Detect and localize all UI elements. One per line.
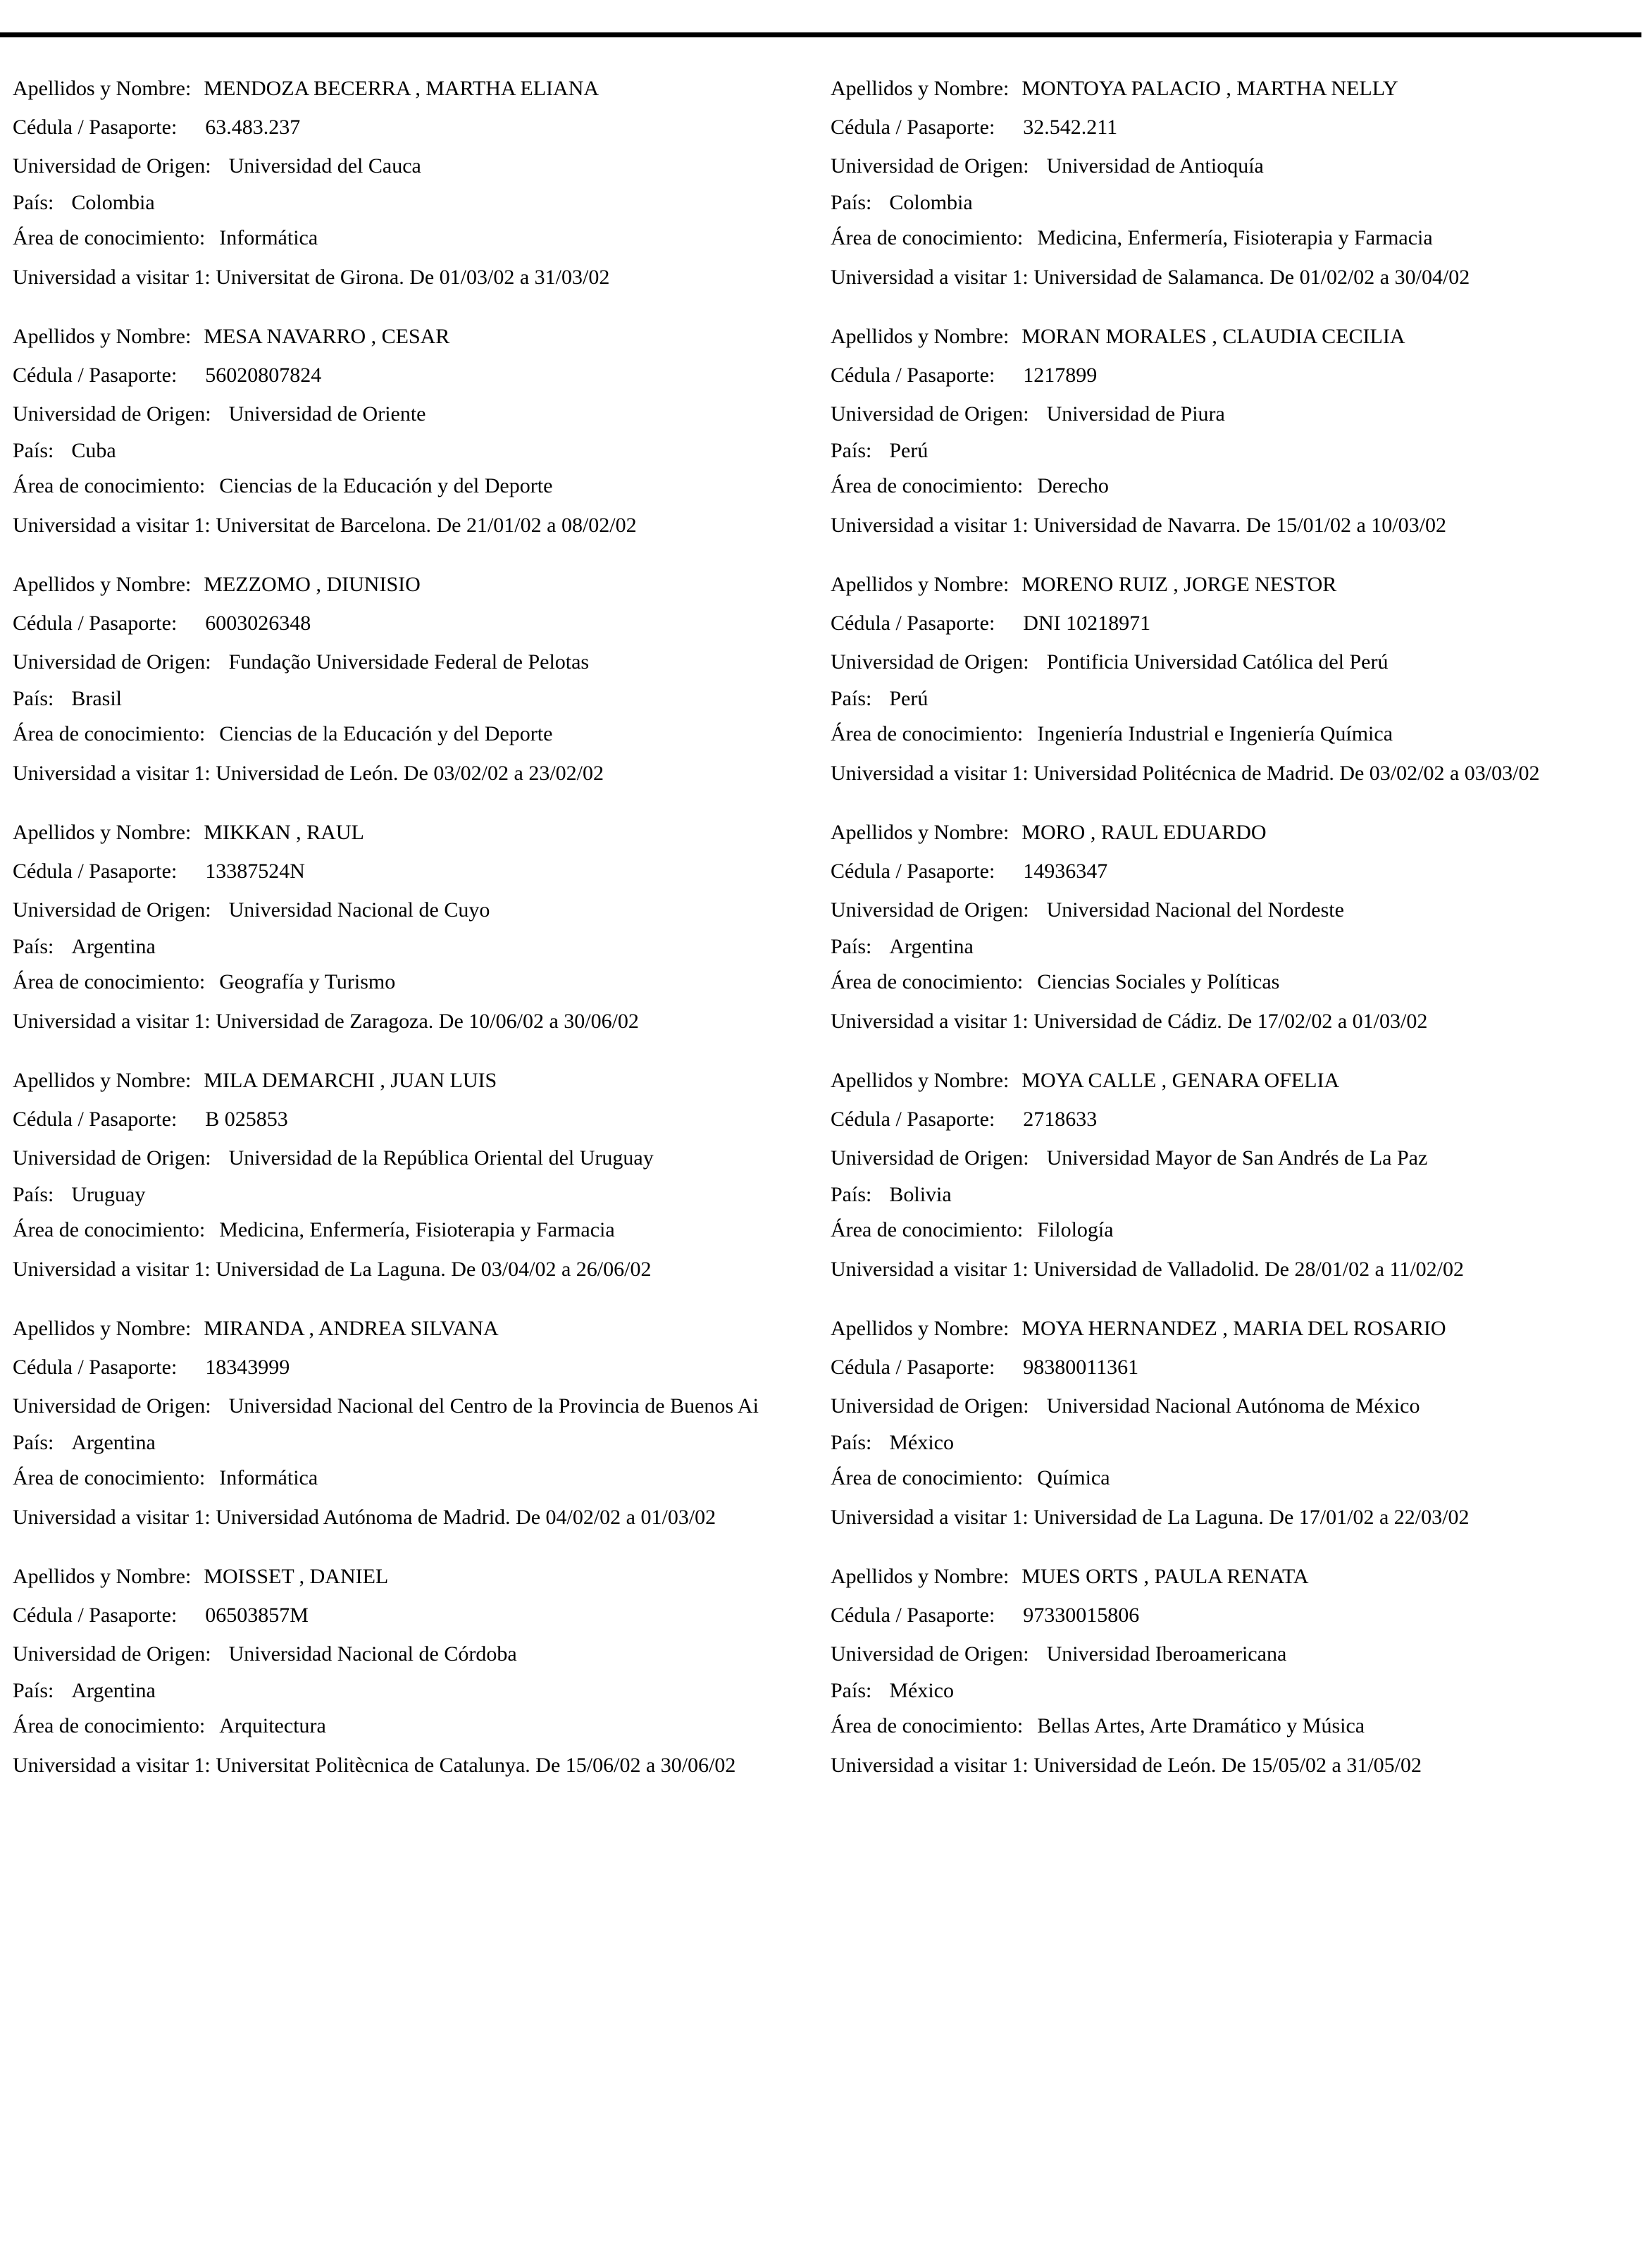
area-value: Ciencias de la Educación y del Deporte (219, 722, 553, 745)
visit-row (13, 513, 830, 538)
country-value: México (889, 1431, 954, 1454)
area-row (831, 225, 1433, 251)
visit-row (831, 513, 1648, 538)
country-label: País: (13, 1431, 54, 1454)
country-label: País: (831, 1183, 872, 1206)
origin-row (831, 650, 1388, 675)
country-value: Perú (889, 439, 929, 462)
visit-row (13, 761, 830, 786)
student-name: MESA NAVARRO , CESAR (204, 325, 450, 348)
country-label: País: (13, 687, 54, 710)
area-row (831, 969, 1279, 995)
cedula-row (13, 1355, 290, 1380)
cedula-value: 13387524N (205, 860, 305, 883)
country-row (13, 686, 122, 712)
origin-label: Universidad de Origen: (13, 1642, 211, 1666)
origin-row (13, 898, 490, 923)
area-label: Área de conocimiento: (831, 474, 1024, 497)
visit-value: Universidad a visitar 1: Universidad de Salamanca. De 01/02/02 a 30/04/02 (831, 266, 1470, 289)
cedula-label: Cédula / Pasaporte: (831, 1108, 995, 1131)
country-row (13, 1182, 145, 1208)
country-label: País: (13, 439, 54, 462)
cedula-label: Cédula / Pasaporte: (831, 116, 995, 139)
visit-value: Universidad a visitar 1: Universidad de Navarra. De 15/01/02 a 10/03/02 (831, 514, 1446, 537)
student-name: MOYA HERNANDEZ , MARIA DEL ROSARIO (1021, 1317, 1446, 1340)
visit-value: Universidad a visitar 1: Universitat de Barcelona. De 21/01/02 a 08/02/02 (13, 514, 637, 537)
country-row (831, 1182, 952, 1208)
name-label: Apellidos y Nombre: (13, 821, 192, 844)
origin-row (13, 650, 589, 675)
visit-value: Universidad a visitar 1: Universidad de Zaragoza. De 10/06/02 a 30/06/02 (13, 1010, 639, 1033)
cedula-value: 97330015806 (1023, 1604, 1140, 1627)
country-value: Argentina (71, 935, 156, 958)
country-value: Argentina (889, 935, 974, 958)
country-value: Argentina (71, 1431, 156, 1454)
cedula-value: 32.542.211 (1023, 116, 1118, 139)
country-label: País: (831, 687, 872, 710)
area-value: Medicina, Enfermería, Fisioterapia y Farmacia (219, 1218, 615, 1241)
name-label: Apellidos y Nombre: (13, 325, 192, 348)
origin-university: Fundação Universidade Federal de Pelotas (228, 650, 590, 674)
visit-value: Universidad a visitar 1: Universidad de León. De 15/05/02 a 31/05/02 (831, 1754, 1422, 1777)
cedula-label: Cédula / Pasaporte: (13, 1604, 178, 1627)
cedula-value: 63.483.237 (205, 116, 301, 139)
cedula-row (13, 115, 300, 140)
country-label: País: (831, 439, 872, 462)
origin-row (831, 898, 1344, 923)
name-label: Apellidos y Nombre: (831, 1069, 1010, 1092)
origin-university: Pontificia Universidad Católica del Perú (1046, 650, 1389, 674)
country-value: Brasil (71, 687, 123, 710)
origin-label: Universidad de Origen: (13, 154, 211, 178)
visit-row (13, 1505, 830, 1530)
origin-university: Universidad Nacional Autónoma de México (1046, 1394, 1420, 1418)
area-row (13, 225, 318, 251)
student-name: MEZZOMO , DIUNISIO (204, 573, 421, 596)
name-row (13, 820, 364, 845)
country-value: Colombia (71, 191, 155, 214)
student-name: MENDOZA BECERRA , MARTHA ELIANA (204, 77, 600, 100)
area-label: Área de conocimiento: (831, 1218, 1024, 1241)
area-row (13, 721, 552, 747)
cedula-label: Cédula / Pasaporte: (831, 364, 995, 387)
student-name: MIRANDA , ANDREA SILVANA (204, 1317, 499, 1340)
origin-label: Universidad de Origen: (13, 402, 211, 426)
area-value: Ciencias Sociales y Políticas (1037, 970, 1280, 993)
name-row (831, 1564, 1309, 1589)
area-value: Ingeniería Industrial e Ingeniería Química (1037, 722, 1393, 745)
student-name: MONTOYA PALACIO , MARTHA NELLY (1021, 77, 1398, 100)
country-value: Bolivia (889, 1183, 952, 1206)
origin-row (831, 1394, 1420, 1419)
name-label: Apellidos y Nombre: (13, 1069, 192, 1092)
country-label: País: (13, 1183, 54, 1206)
origin-university: Universidad Nacional del Nordeste (1046, 898, 1344, 922)
area-value: Informática (219, 1466, 318, 1489)
area-label: Área de conocimiento: (831, 722, 1024, 745)
area-label: Área de conocimiento: (13, 226, 206, 249)
name-label: Apellidos y Nombre: (13, 1565, 192, 1588)
cedula-row (831, 1355, 1138, 1380)
visit-value: Universidad a visitar 1: Universidad de La Laguna. De 17/01/02 a 22/03/02 (831, 1506, 1470, 1529)
origin-row (831, 154, 1264, 179)
area-label: Área de conocimiento: (13, 1466, 206, 1489)
area-row (13, 1217, 615, 1243)
cedula-row (831, 1603, 1139, 1628)
origin-label: Universidad de Origen: (831, 154, 1029, 178)
name-label: Apellidos y Nombre: (831, 1317, 1010, 1340)
cedula-row (13, 611, 311, 636)
country-row (831, 190, 973, 216)
cedula-label: Cédula / Pasaporte: (831, 1604, 995, 1627)
country-label: País: (13, 1679, 54, 1702)
student-name: MORAN MORALES , CLAUDIA CECILIA (1021, 325, 1405, 348)
cedula-row (13, 363, 321, 388)
country-value: Cuba (71, 439, 116, 462)
area-row (13, 1713, 326, 1739)
name-row (831, 572, 1336, 597)
cedula-value: 14936347 (1023, 860, 1108, 883)
cedula-value: B 025853 (205, 1108, 288, 1131)
origin-university: Universidad Mayor de San Andrés de La Paz (1046, 1146, 1428, 1170)
country-value: Uruguay (71, 1183, 146, 1206)
student-name: MUES ORTS , PAULA RENATA (1021, 1565, 1309, 1588)
origin-university: Universidad de Oriente (228, 402, 426, 426)
origin-label: Universidad de Origen: (831, 402, 1029, 426)
country-value: México (889, 1679, 954, 1702)
country-row (13, 934, 156, 960)
name-row (831, 820, 1267, 845)
origin-label: Universidad de Origen: (13, 650, 211, 674)
student-name: MORENO RUIZ , JORGE NESTOR (1021, 573, 1337, 596)
name-label: Apellidos y Nombre: (13, 573, 192, 596)
country-label: País: (831, 1679, 872, 1702)
area-label: Área de conocimiento: (13, 722, 206, 745)
cedula-label: Cédula / Pasaporte: (831, 612, 995, 635)
cedula-value: 06503857M (205, 1604, 309, 1627)
visit-value: Universidad a visitar 1: Universidad de Valladolid. De 28/01/02 a 11/02/02 (831, 1258, 1465, 1281)
visit-value: Universidad a visitar 1: Universitat de Girona. De 01/03/02 a 31/03/02 (13, 266, 610, 289)
country-label: País: (13, 191, 54, 214)
origin-label: Universidad de Origen: (13, 1394, 211, 1418)
name-row (831, 1316, 1446, 1341)
student-name: MILA DEMARCHI , JUAN LUIS (204, 1069, 497, 1092)
origin-label: Universidad de Origen: (13, 898, 211, 922)
area-label: Área de conocimiento: (13, 970, 206, 993)
cedula-value: DNI 10218971 (1023, 612, 1151, 635)
cedula-label: Cédula / Pasaporte: (13, 1356, 178, 1379)
country-row (831, 438, 928, 464)
name-label: Apellidos y Nombre: (831, 821, 1010, 844)
visit-value: Universidad a visitar 1: Universidad Autónoma de Madrid. De 04/02/02 a 01/03/02 (13, 1506, 716, 1529)
origin-label: Universidad de Origen: (831, 650, 1029, 674)
area-label: Área de conocimiento: (13, 474, 206, 497)
visit-row (13, 1009, 830, 1034)
cedula-row (831, 115, 1117, 140)
area-label: Área de conocimiento: (13, 1714, 206, 1737)
country-label: País: (13, 935, 54, 958)
area-row (831, 473, 1109, 499)
cedula-label: Cédula / Pasaporte: (831, 1356, 995, 1379)
name-label: Apellidos y Nombre: (831, 325, 1010, 348)
name-label: Apellidos y Nombre: (13, 77, 192, 100)
cedula-row (13, 1107, 288, 1132)
origin-label: Universidad de Origen: (831, 898, 1029, 922)
name-row (831, 76, 1398, 101)
country-row (831, 1430, 954, 1456)
visit-row (13, 265, 830, 290)
country-row (831, 1678, 954, 1704)
cedula-value: 2718633 (1023, 1108, 1098, 1131)
cedula-label: Cédula / Pasaporte: (13, 860, 178, 883)
area-label: Área de conocimiento: (13, 1218, 206, 1241)
area-row (831, 1465, 1110, 1491)
cedula-row (831, 611, 1150, 636)
name-row (13, 324, 449, 349)
cedula-label: Cédula / Pasaporte: (13, 116, 178, 139)
cedula-value: 6003026348 (205, 612, 311, 635)
cedula-value: 1217899 (1023, 364, 1098, 387)
country-label: País: (831, 935, 872, 958)
area-row (831, 721, 1393, 747)
visit-row (831, 1505, 1648, 1530)
origin-university: Universidad de Piura (1046, 402, 1225, 426)
name-label: Apellidos y Nombre: (831, 573, 1010, 596)
area-row (831, 1217, 1114, 1243)
area-row (13, 1465, 318, 1491)
area-row (13, 473, 552, 499)
name-row (13, 1564, 388, 1589)
area-label: Área de conocimiento: (831, 1466, 1024, 1489)
name-row (13, 1068, 497, 1093)
area-value: Química (1037, 1466, 1110, 1489)
visit-row (831, 1009, 1648, 1034)
visit-value: Universidad a visitar 1: Universidad Politécnica de Madrid. De 03/02/02 a 03/03/02 (831, 762, 1540, 785)
student-name: MORO , RAUL EDUARDO (1021, 821, 1267, 844)
cedula-row (831, 859, 1107, 884)
origin-row (13, 1394, 759, 1419)
country-row (831, 686, 928, 712)
origin-row (831, 1146, 1427, 1171)
cedula-label: Cédula / Pasaporte: (13, 364, 178, 387)
country-row (13, 438, 116, 464)
cedula-value: 56020807824 (205, 364, 322, 387)
cedula-value: 18343999 (205, 1356, 290, 1379)
country-value: Perú (889, 687, 929, 710)
origin-row (13, 154, 421, 179)
origin-university: Universidad de Antioquía (1046, 154, 1264, 178)
cedula-row (13, 1603, 309, 1628)
origin-label: Universidad de Origen: (831, 1394, 1029, 1418)
visit-value: Universidad a visitar 1: Universidad de La Laguna. De 03/04/02 a 26/06/02 (13, 1258, 652, 1281)
visit-row (831, 265, 1648, 290)
visit-row (13, 1753, 830, 1778)
cedula-label: Cédula / Pasaporte: (831, 860, 995, 883)
origin-row (831, 402, 1225, 427)
visit-value: Universidad a visitar 1: Universidad de Cádiz. De 17/02/02 a 01/03/02 (831, 1010, 1428, 1033)
name-row (13, 76, 599, 101)
visit-row (831, 761, 1648, 786)
student-name: MOYA CALLE , GENARA OFELIA (1021, 1069, 1340, 1092)
name-row (831, 1068, 1339, 1093)
country-row (13, 1430, 156, 1456)
origin-university: Universidad del Cauca (228, 154, 421, 178)
origin-university: Universidad Iberoamericana (1046, 1642, 1287, 1666)
origin-row (13, 402, 426, 427)
cedula-row (831, 1107, 1097, 1132)
area-label: Área de conocimiento: (831, 226, 1024, 249)
origin-label: Universidad de Origen: (13, 1146, 211, 1170)
area-row (831, 1713, 1365, 1739)
name-row (13, 1316, 499, 1341)
area-value: Arquitectura (219, 1714, 326, 1737)
country-label: País: (831, 1431, 872, 1454)
country-value: Argentina (71, 1679, 156, 1702)
name-row (831, 324, 1405, 349)
cedula-label: Cédula / Pasaporte: (13, 612, 178, 635)
cedula-row (831, 363, 1097, 388)
origin-university: Universidad Nacional del Centro de la Provincia de Buenos Ai (228, 1394, 759, 1418)
origin-row (13, 1146, 654, 1171)
name-label: Apellidos y Nombre: (13, 1317, 192, 1340)
area-label: Área de conocimiento: (831, 970, 1024, 993)
visit-value: Universidad a visitar 1: Universidad de León. De 03/02/02 a 23/02/02 (13, 762, 604, 785)
area-row (13, 969, 395, 995)
cedula-row (13, 859, 305, 884)
visit-value: Universidad a visitar 1: Universitat Politècnica de Catalunya. De 15/06/02 a 30/06/02 (13, 1754, 736, 1777)
area-value: Bellas Artes, Arte Dramático y Música (1037, 1714, 1365, 1737)
visit-row (831, 1257, 1648, 1282)
area-value: Medicina, Enfermería, Fisioterapia y Farmacia (1037, 226, 1433, 249)
origin-row (13, 1642, 517, 1667)
area-value: Derecho (1037, 474, 1109, 497)
student-name: MOISSET , DANIEL (204, 1565, 389, 1588)
area-value: Geografía y Turismo (219, 970, 396, 993)
country-row (13, 190, 155, 216)
name-row (13, 572, 421, 597)
country-value: Colombia (889, 191, 973, 214)
origin-university: Universidad Nacional de Córdoba (228, 1642, 517, 1666)
name-label: Apellidos y Nombre: (831, 1565, 1010, 1588)
area-value: Informática (219, 226, 318, 249)
origin-university: Universidad Nacional de Cuyo (228, 898, 490, 922)
country-row (831, 934, 974, 960)
visit-row (831, 1753, 1648, 1778)
origin-label: Universidad de Origen: (831, 1642, 1029, 1666)
country-row (13, 1678, 156, 1704)
area-label: Área de conocimiento: (831, 1714, 1024, 1737)
cedula-value: 98380011361 (1023, 1356, 1139, 1379)
origin-university: Universidad de la República Oriental del Uruguay (228, 1146, 654, 1170)
student-name: MIKKAN , RAUL (204, 821, 364, 844)
area-value: Ciencias de la Educación y del Deporte (219, 474, 553, 497)
visit-row (13, 1257, 830, 1282)
area-value: Filología (1037, 1218, 1114, 1241)
origin-label: Universidad de Origen: (831, 1146, 1029, 1170)
cedula-label: Cédula / Pasaporte: (13, 1108, 178, 1131)
origin-row (831, 1642, 1286, 1667)
name-label: Apellidos y Nombre: (831, 77, 1010, 100)
country-label: País: (831, 191, 872, 214)
